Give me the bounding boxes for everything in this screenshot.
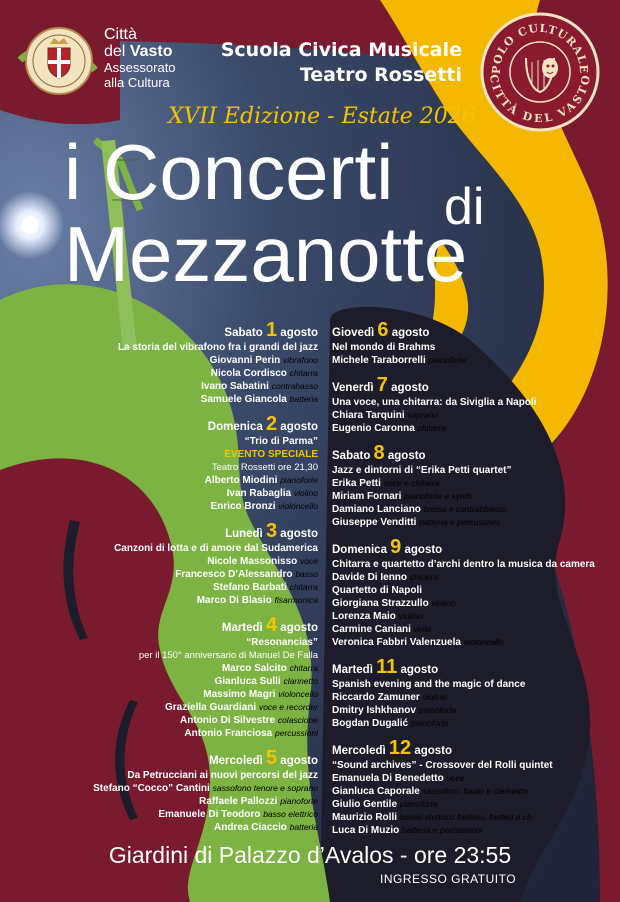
- performer-instrument: basso e contrabbasso: [423, 504, 507, 514]
- city-line-2a: del: [104, 43, 126, 60]
- title-line-1: i Concerti: [64, 128, 394, 216]
- performer-line: [60, 568, 318, 581]
- performer-instrument: voce e chitarra: [383, 478, 440, 488]
- performer-line: [60, 795, 318, 808]
- concert-month: agosto: [280, 421, 318, 433]
- concert-weekday: Sabato: [332, 450, 371, 462]
- performer-instrument: chitarra: [289, 368, 318, 378]
- concert-entry: [60, 614, 318, 740]
- performer-line: [332, 597, 612, 610]
- performer-instrument: soprano: [407, 410, 439, 420]
- performer-line: [332, 610, 612, 623]
- performer-name: Nicole Massonisso: [207, 556, 298, 567]
- performer-name: Gianluca Caporale: [332, 786, 420, 797]
- performer-line: [332, 824, 612, 837]
- performer-name: Antonio Franciosa: [184, 728, 273, 739]
- performer-line: [60, 808, 318, 821]
- performer-name: Giorgiana Strazzullo: [332, 598, 429, 609]
- concert-day-number: 6: [377, 319, 389, 341]
- performer-name: Chiara Tarquini: [332, 410, 405, 421]
- performer-line: [60, 714, 318, 727]
- performer-name: Francesco D’Alessandro: [175, 569, 293, 580]
- performer-line: [332, 490, 612, 503]
- performer-name: Marco Di Blasio: [196, 595, 272, 606]
- edition-label: XVII Edizione - Estate 2026: [168, 104, 476, 129]
- performer-name: Enrico Bronzi: [210, 501, 276, 512]
- concert-day-number: 1: [265, 319, 278, 341]
- performer-name: Riccardo Zamuner: [332, 692, 420, 703]
- performer-line: [60, 354, 318, 367]
- performer-line: [332, 409, 612, 422]
- performer-name: Michele Taraborrelli: [332, 355, 426, 366]
- performer-instrument: violino: [431, 598, 456, 608]
- concert-entry: [332, 319, 612, 367]
- performer-name: Maurizio Rolli: [332, 812, 397, 823]
- performer-line: [332, 584, 612, 597]
- performer-instrument: colascione: [277, 715, 318, 725]
- performer-instrument: sassofoni, flauto e clarinetto: [422, 786, 528, 796]
- performer-line: [60, 380, 318, 393]
- performer-line: [332, 571, 612, 584]
- performer-name: Andrea Ciaccio: [214, 822, 287, 833]
- concert-title: “Sound archives” - Crossover del Rolli quintet: [332, 760, 553, 771]
- concert-entry: [60, 520, 318, 607]
- concert-entry: [60, 747, 318, 834]
- performer-name: Luca Di Muzio: [332, 825, 400, 836]
- performer-name: Emanuele Di Teodoro: [158, 809, 261, 820]
- performer-instrument: sassofono tenore e soprano: [212, 783, 318, 793]
- performer-instrument: basso: [295, 569, 318, 579]
- performer-instrument: viola: [413, 624, 432, 634]
- concert-entry: [332, 374, 612, 435]
- concert-note: Teatro Rossetti ore 21,30: [211, 462, 318, 473]
- performer-instrument: pianoforte: [410, 718, 449, 728]
- performer-name: Nicola Cordisco: [210, 368, 287, 379]
- concert-date: [60, 747, 318, 769]
- performer-instrument: chitarra: [409, 572, 439, 582]
- title-word-di: di: [444, 178, 485, 236]
- performer-line: [60, 487, 318, 500]
- concert-month: agosto: [391, 327, 430, 339]
- concert-month: agosto: [404, 544, 443, 556]
- concert-weekday: Domenica: [332, 544, 387, 556]
- performer-name: Erika Petti: [332, 478, 381, 489]
- concert-date: [60, 319, 318, 341]
- performer-instrument: batteria e percussioni: [402, 825, 483, 835]
- performer-line: [332, 636, 612, 649]
- concert-weekday: Sabato: [224, 327, 263, 339]
- performer-name: Graziella Guardiani: [165, 702, 257, 713]
- performer-instrument: violino: [398, 611, 423, 621]
- logo-text-bottom: CITTÀ DEL VASTO: [486, 73, 594, 126]
- performer-instrument: chitarra: [289, 663, 318, 673]
- performer-line: [60, 727, 318, 740]
- performer-instrument: percussioni: [275, 728, 318, 738]
- concert-weekday: Venerdì: [332, 382, 374, 394]
- performer-name: Massimo Magri: [203, 689, 276, 700]
- performer-line: [60, 581, 318, 594]
- concert-month: agosto: [280, 327, 318, 339]
- performer-name: Bogdan Dugalić: [332, 718, 409, 729]
- performer-instrument: pianoforte: [418, 705, 457, 715]
- performer-instrument: batteria: [289, 394, 318, 404]
- concert-date: [60, 413, 318, 435]
- concert-month: agosto: [387, 450, 426, 462]
- performer-name: Eugenio Caronna: [332, 423, 415, 434]
- performer-instrument: violoncello: [278, 501, 318, 511]
- concert-weekday: Martedì: [221, 622, 263, 634]
- concert-date: [332, 656, 612, 678]
- performer-name: Miriam Fornari: [332, 491, 402, 502]
- performer-name: Davide Di Ienno: [332, 572, 408, 583]
- performer-line: [60, 367, 318, 380]
- performer-line: [60, 782, 318, 795]
- performer-instrument: pianoforte: [280, 475, 318, 485]
- performer-instrument: basso elettrico: [263, 809, 318, 819]
- city-line-1: Città: [104, 26, 137, 43]
- concert-weekday: Domenica: [207, 421, 263, 433]
- venue-and-time: Giardini di Palazzo d’Avalos - ore 23:55: [108, 842, 512, 868]
- performer-instrument: batteria: [289, 822, 318, 832]
- logo-text-top: POLO CULTURALE: [489, 21, 591, 75]
- concert-title: Spanish evening and the magic of dance: [332, 679, 526, 690]
- performer-instrument: batteria e percussioni: [419, 517, 501, 527]
- performer-instrument: chitarra: [417, 423, 446, 433]
- performer-line: [60, 555, 318, 568]
- performer-instrument: pianoforte: [428, 355, 467, 365]
- performer-name: Veronica Fabbri Valenzuela: [332, 637, 461, 648]
- performer-instrument: basso elettrico fretless, fretted e cb.: [399, 812, 534, 822]
- performer-line: [60, 594, 318, 607]
- city-line-4: alla Cultura: [104, 75, 170, 90]
- performer-instrument: fisarmonica: [274, 595, 318, 605]
- concert-month: agosto: [280, 528, 318, 540]
- performer-name: Raffaele Pallozzi: [199, 796, 278, 807]
- performer-line: [332, 772, 612, 785]
- concert-title: Jazz e dintorni di “Erika Petti quartet”: [332, 465, 512, 476]
- performer-line: [60, 474, 318, 487]
- city-crest-logo: [24, 26, 94, 96]
- performer-instrument: pianoforte e synth: [404, 491, 472, 501]
- concert-date: [332, 374, 612, 396]
- concert-date: [60, 614, 318, 636]
- school-line-1: Scuola Civica Musicale: [220, 39, 462, 61]
- concert-month: agosto: [400, 664, 439, 676]
- performer-name: Ivan Rabaglia: [226, 488, 292, 499]
- performer-line: [332, 422, 612, 435]
- performer-line: [60, 500, 318, 513]
- performer-instrument: clarinetto: [283, 676, 318, 686]
- performer-instrument: violoncello: [463, 637, 504, 647]
- performer-instrument: violino: [422, 692, 447, 702]
- performer-name: Antonio Di Silvestre: [180, 715, 276, 726]
- concert-day-number: 11: [376, 656, 398, 678]
- performer-line: [332, 516, 612, 529]
- concert-title: “Trio di Parma”: [244, 436, 318, 447]
- performer-name: Giuseppe Venditti: [332, 517, 417, 528]
- performer-name: Giulio Gentile: [332, 799, 398, 810]
- city-line-2b: Vasto: [129, 43, 173, 60]
- performer-name: Stefano Barbati: [212, 582, 287, 593]
- performer-line: [332, 798, 612, 811]
- concert-entry: [332, 442, 612, 529]
- concert-day-number: 9: [390, 536, 402, 558]
- concert-date: [60, 520, 318, 542]
- concert-weekday: Lunedì: [225, 528, 263, 540]
- concert-title: “Resonancias”: [246, 637, 318, 648]
- concert-day-number: 7: [376, 374, 388, 396]
- performer-instrument: violino: [293, 488, 318, 498]
- special-event-label: EVENTO SPECIALE: [224, 449, 318, 460]
- concert-weekday: Mercoledì: [332, 745, 386, 757]
- performer-line: [332, 503, 612, 516]
- concert-date: [332, 737, 612, 759]
- concert-entry: [332, 656, 612, 730]
- concert-title: Chitarra e quartetto d’archi dentro la musica da camera: [332, 559, 595, 570]
- performer-line: [332, 691, 612, 704]
- concert-weekday: Martedì: [332, 664, 373, 676]
- performer-line: [60, 662, 318, 675]
- performer-name: Dmitry Ishkhanov: [332, 705, 416, 716]
- performer-line: [332, 811, 612, 824]
- concert-entry: [332, 536, 612, 649]
- free-entry-label: INGRESSO GRATUITO: [380, 872, 517, 886]
- performer-line: [332, 354, 612, 367]
- concert-month: agosto: [280, 622, 318, 634]
- performer-name: Alberto Miodini: [204, 475, 278, 486]
- performer-line: [60, 701, 318, 714]
- performer-name: Emanuela Di Benedetto: [332, 773, 444, 784]
- performer-line: [332, 785, 612, 798]
- concert-entry: [60, 319, 318, 406]
- concert-date: [332, 319, 612, 341]
- concert-month: agosto: [414, 745, 453, 757]
- concert-entry: [60, 413, 318, 513]
- performer-instrument: voce: [446, 773, 465, 783]
- city-line-3: Assessorato: [104, 60, 176, 75]
- concert-month: agosto: [280, 755, 318, 767]
- performer-instrument: voce e recorder: [258, 702, 318, 712]
- concert-title: La storia del vibrafono fra i grandi del jazz: [117, 342, 318, 353]
- title-line-2: Mezzanotte: [64, 210, 468, 298]
- concert-day-number: 4: [265, 614, 278, 636]
- concert-date: [332, 442, 612, 464]
- performer-name: Lorenza Maio: [332, 611, 396, 622]
- concert-day-number: 8: [373, 442, 385, 464]
- program-right-column: [332, 319, 612, 845]
- concert-weekday: Mercoledì: [209, 755, 263, 767]
- concert-title: Nel mondo di Brahms: [332, 342, 436, 353]
- performer-name: Ivano Sabatini: [201, 381, 269, 392]
- concert-day-number: 2: [265, 413, 278, 435]
- performer-line: [60, 675, 318, 688]
- concert-date: [332, 536, 612, 558]
- performer-name: Marco Salcito: [221, 663, 287, 674]
- performer-instrument: violoncello: [278, 689, 318, 699]
- performer-line: [60, 821, 318, 834]
- performer-instrument: voce: [300, 556, 318, 566]
- performer-instrument: chitarra: [289, 582, 318, 592]
- concert-entry: [332, 737, 612, 837]
- concert-day-number: 3: [265, 520, 278, 542]
- concert-note: per il 150° anniversario di Manuel De Falla: [138, 650, 318, 661]
- city-line-2: [104, 43, 176, 60]
- performer-instrument: pianoforte: [280, 796, 318, 806]
- concert-title: Canzoni di lotta e di amore dal Sudamerica: [114, 543, 318, 554]
- performer-instrument: pianoforte: [399, 799, 438, 809]
- performer-instrument: contrabasso: [271, 381, 318, 391]
- performer-name: Carmine Caniani: [332, 624, 411, 635]
- school-line-2: Teatro Rossetti: [299, 64, 462, 86]
- performer-name: Giovanni Perin: [209, 355, 281, 366]
- performer-line: [332, 477, 612, 490]
- performer-line: [332, 704, 612, 717]
- concert-title: Da Petrucciani ai nuovi percorsi del jazz: [127, 770, 318, 781]
- concert-weekday: Giovedì: [332, 327, 375, 339]
- performer-line: [332, 623, 612, 636]
- performer-name: Samuele Giancola: [200, 394, 287, 405]
- concert-month: agosto: [391, 382, 429, 394]
- performer-name: Gianluca Sulli: [214, 676, 281, 687]
- performer-name: Damiano Lanciano: [332, 504, 421, 515]
- performer-line: [332, 717, 612, 730]
- polo-culturale-logo: [478, 10, 602, 134]
- performer-name: Quartetto di Napoli: [332, 585, 422, 596]
- concert-day-number: 5: [265, 747, 278, 769]
- performer-line: [60, 688, 318, 701]
- performer-line: [60, 393, 318, 406]
- program-left-column: [60, 319, 318, 842]
- concert-title: Una voce, una chitarra: da Siviglia a Napoli: [332, 397, 537, 408]
- performer-instrument: vibrafono: [283, 355, 318, 365]
- city-department-label: [104, 26, 176, 90]
- concert-day-number: 12: [388, 737, 412, 759]
- school-name: [212, 38, 462, 88]
- performer-name: Stefano “Cocco” Cantini: [93, 783, 210, 794]
